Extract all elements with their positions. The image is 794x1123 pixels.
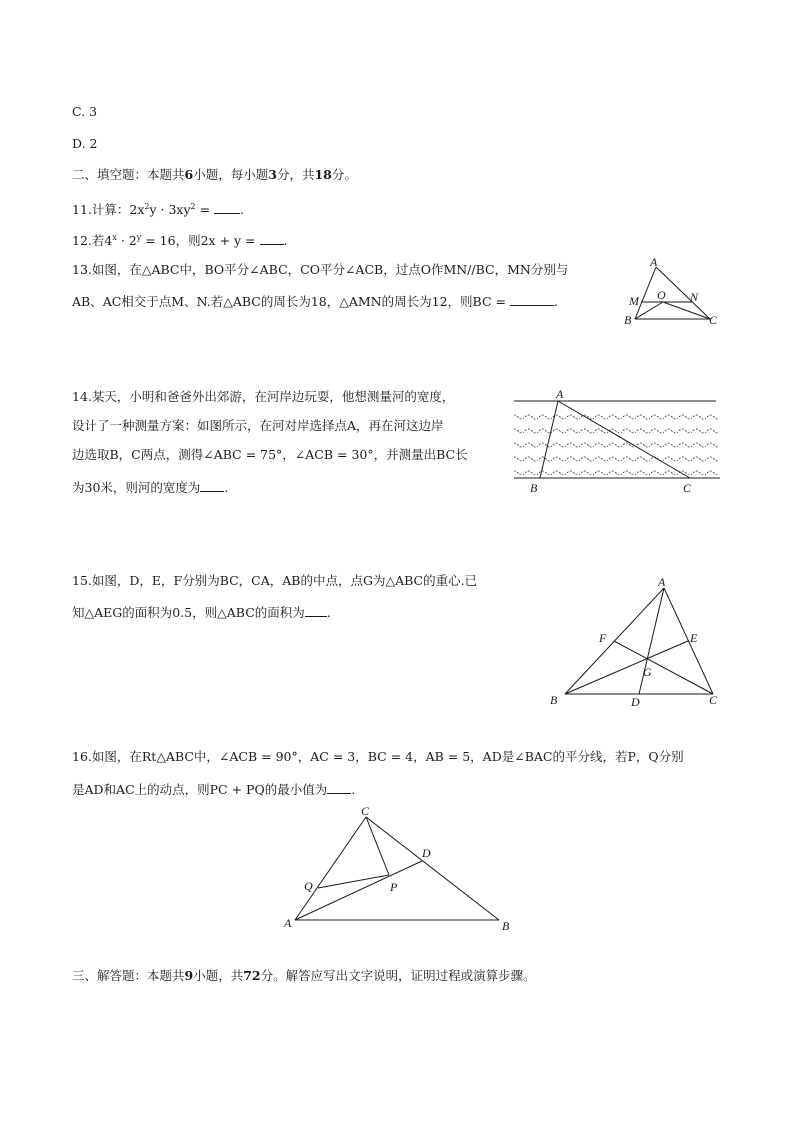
fig13-label-o: O: [657, 288, 666, 302]
river-water: [514, 407, 718, 475]
figure-14: [510, 385, 725, 497]
figure-13: [600, 255, 750, 335]
answer-blank: [200, 479, 224, 492]
section2-heading: 二、填空题：本题共6小题，每小题3分，共18分。: [72, 167, 357, 182]
answer-blank: [260, 232, 284, 245]
fig15-label-g: G: [643, 665, 652, 679]
figure-16: [275, 800, 525, 940]
fig15-label-f: F: [599, 631, 607, 645]
question-13-line-2: AB、AC相交于点M、N.若△ABC的周长为18，△AMN的周长为12，则BC = .: [72, 294, 558, 309]
question-14-line-4: 为30米，则河的宽度为 .: [72, 480, 229, 495]
fig13-label-b: B: [624, 313, 632, 327]
fig16-label-a: A: [284, 916, 292, 930]
answer-blank: [327, 781, 351, 794]
answer-blank: [305, 604, 327, 617]
question-14-line-3: 边选取B，C两点，测得∠ABC = 75°，∠ACB = 30°，并测量出BC长: [72, 447, 468, 462]
fig16-label-c: C: [361, 804, 370, 818]
section3-heading: 三、解答题：本题共9小题，共72分。解答应写出文字说明，证明过程或演算步骤。: [72, 968, 536, 983]
fig16-label-b: B: [502, 919, 510, 933]
question-12: 12.若$4^x \cdot 2^y = 16$，则2x + y = .: [72, 233, 288, 249]
option-c: C. 3: [72, 104, 98, 119]
fig13-label-c: C: [709, 313, 718, 327]
fig16-label-d: D: [422, 846, 431, 860]
fig15-label-c: C: [709, 693, 718, 707]
fig15-label-a: A: [658, 575, 666, 589]
fig14-label-a: A: [556, 387, 564, 401]
question-15-line-1: 15.如图，D，E，F分别为BC，CA，AB的中点，点G为△ABC的重心.已: [72, 573, 478, 588]
fig13-label-a: A: [650, 255, 658, 269]
question-16-line-2: 是AD和AC上的动点，则PC + PQ的最小值为 .: [72, 782, 356, 797]
fig14-label-c: C: [683, 481, 692, 495]
answer-blank: [214, 201, 240, 214]
figure-15: [545, 572, 735, 712]
fig13-label-m: M: [629, 294, 639, 308]
question-16-line-1: 16.如图，在Rt△ABC中，∠ACB = 90°，AC = 3，BC = 4，AB = 5，AD是∠BAC的平分线，若P，Q分别: [72, 749, 684, 764]
fig16-label-p: P: [390, 880, 398, 894]
fig15-label-d: D: [631, 695, 640, 709]
question-13-line-1: 13.如图，在△ABC中，BO平分∠ABC，CO平分∠ACB，过点O作MN//BC，MN分别与: [72, 262, 569, 277]
question-14-line-1: 14.某天，小明和爸爸外出郊游，在河岸边玩耍，他想测量河的宽度，: [72, 389, 455, 404]
fig16-label-q: Q: [304, 879, 313, 893]
question-11: 11.计算：$2x^2y \cdot 3xy^2$ = .: [72, 202, 245, 218]
fig14-label-b: B: [530, 481, 538, 495]
option-d: D. 2: [72, 136, 98, 151]
answer-blank: [510, 293, 554, 306]
fig15-label-b: B: [550, 693, 558, 707]
question-15-line-2: 知△AEG的面积为0.5，则△ABC的面积为 .: [72, 605, 331, 620]
fig13-label-n: N: [690, 290, 699, 304]
question-14-line-2: 设计了一种测量方案：如图所示，在河对岸选择点A，再在河这边岸: [72, 418, 444, 433]
fig15-label-e: E: [690, 631, 698, 645]
